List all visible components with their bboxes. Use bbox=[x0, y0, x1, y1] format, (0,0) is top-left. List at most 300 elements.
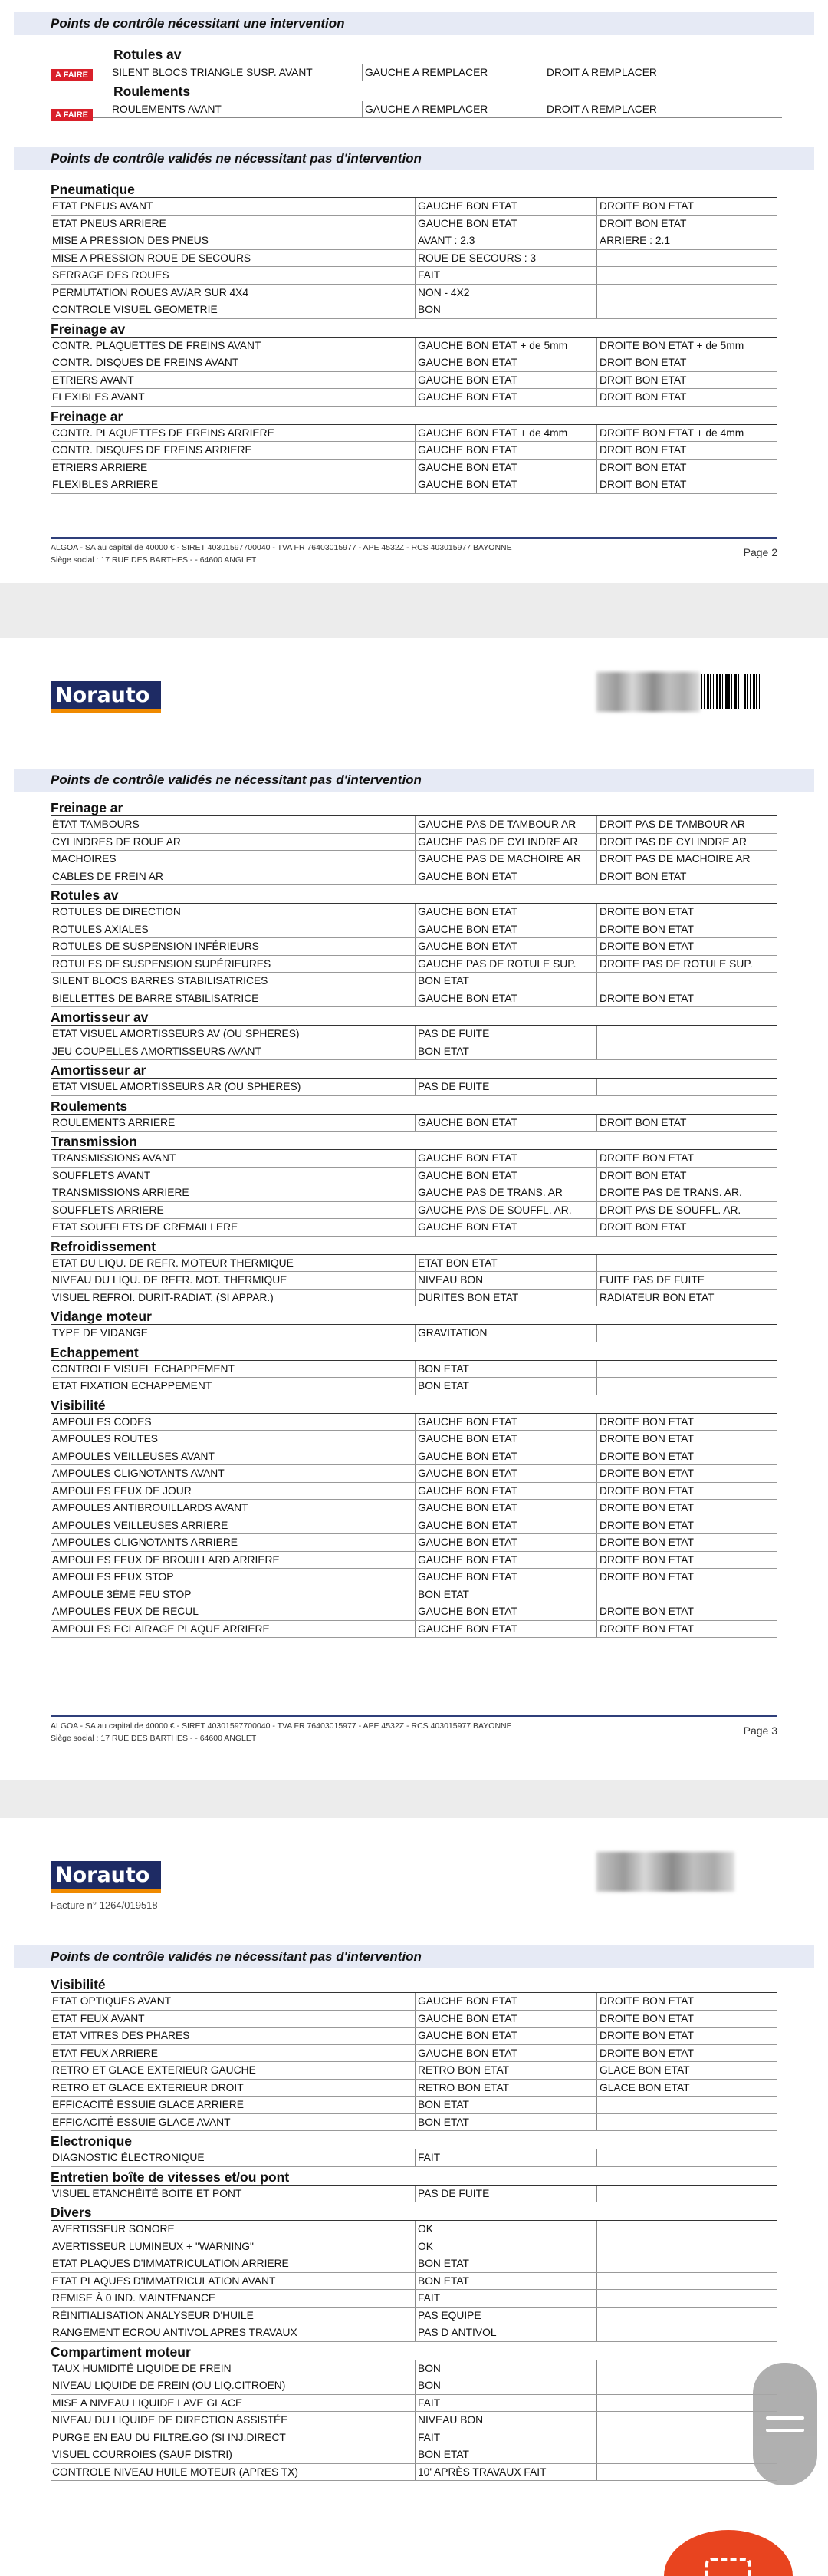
left-status: PAS D ANTIVOL bbox=[415, 2324, 596, 2341]
right-status: GLACE BON ETAT bbox=[596, 2080, 777, 2097]
right-status: DROIT BON ETAT bbox=[596, 1168, 777, 1184]
category-title: Freinage av bbox=[51, 319, 777, 338]
page-number: Page 2 bbox=[743, 546, 777, 558]
intervention-section-header bbox=[14, 12, 814, 35]
check-item: REMISE À 0 IND. MAINTENANCE bbox=[52, 2292, 216, 2304]
table-row bbox=[51, 904, 777, 921]
left-status: PAS EQUIPE bbox=[415, 2308, 596, 2324]
left-status: GAUCHE PAS DE MACHOIRE AR bbox=[415, 851, 596, 868]
right-status: DROIT BON ETAT bbox=[596, 389, 777, 406]
table-row bbox=[51, 1500, 777, 1517]
check-item: ETRIERS AVANT bbox=[52, 374, 134, 386]
right-status bbox=[596, 1255, 777, 1272]
check-item: CONTROLE NIVEAU HUILE MOTEUR (APRES TX) bbox=[52, 2466, 298, 2478]
right-status bbox=[596, 1361, 777, 1378]
check-item: ETRIERS ARRIERE bbox=[52, 461, 148, 473]
right-status: DROITE BON ETAT bbox=[596, 938, 777, 955]
right-status: DROIT BON ETAT bbox=[596, 476, 777, 493]
right-status: DROITE BON ETAT bbox=[596, 1534, 777, 1551]
intervention-group bbox=[0, 44, 828, 118]
check-item: MISE A PRESSION DES PNEUS bbox=[52, 235, 209, 246]
table-row bbox=[51, 973, 777, 990]
left-status: FAIT bbox=[415, 267, 596, 284]
right-status: DROITE BON ETAT bbox=[596, 1569, 777, 1586]
valides-table bbox=[51, 180, 777, 494]
section-title: Points de contrôle validés ne nécessitant pas d'intervention bbox=[51, 772, 422, 787]
check-item: RETRO ET GLACE EXTERIEUR GAUCHE bbox=[52, 2064, 256, 2076]
right-status: DROIT BON ETAT bbox=[596, 1219, 777, 1236]
check-item: NIVEAU LIQUIDE DE FREIN (OU LIQ.CITROEN) bbox=[52, 2380, 286, 2391]
check-item: FLEXIBLES AVANT bbox=[52, 391, 145, 403]
check-item: ETAT VISUEL AMORTISSEURS AR (OU SPHERES) bbox=[52, 1081, 301, 1092]
left-status: BON bbox=[415, 2360, 596, 2377]
table-row bbox=[51, 250, 777, 268]
right-status bbox=[596, 2290, 777, 2307]
check-item: AMPOULES FEUX DE RECUL bbox=[52, 1606, 199, 1617]
left-status: GAUCHE BON ETAT bbox=[415, 354, 596, 371]
left-status: NIVEAU BON bbox=[415, 2412, 596, 2429]
left-status: NIVEAU BON bbox=[415, 1272, 596, 1289]
right-status bbox=[596, 973, 777, 990]
table-row bbox=[51, 2255, 777, 2273]
left-status: 10' APRÈS TRAVAUX FAIT bbox=[415, 2464, 596, 2481]
right-status: DROIT BON ETAT bbox=[596, 354, 777, 371]
check-item: VISUEL COURROIES (SAUF DISTRI) bbox=[52, 2449, 232, 2460]
left-status: GAUCHE BON ETAT bbox=[415, 476, 596, 493]
category-title: Visibilité bbox=[51, 1395, 777, 1414]
check-item: CONTR. DISQUES DE FREINS AVANT bbox=[52, 357, 239, 368]
table-row bbox=[51, 1026, 777, 1043]
left-status: GAUCHE BON ETAT bbox=[415, 2011, 596, 2028]
right-status bbox=[596, 2186, 777, 2202]
right-status bbox=[596, 2255, 777, 2272]
right-status bbox=[596, 1325, 777, 1342]
check-item: NIVEAU DU LIQUIDE DE DIRECTION ASSISTÉE bbox=[52, 2414, 288, 2426]
left-status: OK bbox=[415, 2221, 596, 2238]
category-title: Compartiment moteur bbox=[51, 2342, 777, 2360]
check-item: AMPOULES VEILLEUSES ARRIERE bbox=[52, 1519, 228, 1531]
table-row bbox=[51, 851, 777, 868]
left-status: RETRO BON ETAT bbox=[415, 2080, 596, 2097]
right-status: DROITE BON ETAT bbox=[596, 1621, 777, 1638]
category-title: Entretien boîte de vitesses et/ou pont bbox=[51, 2167, 777, 2186]
check-item: VISUEL ETANCHÉITÉ BOITE ET PONT bbox=[52, 2187, 242, 2199]
left-status: GAUCHE BON ETAT bbox=[415, 198, 596, 215]
table-row bbox=[51, 1325, 777, 1342]
redacted-info bbox=[596, 1852, 734, 1892]
table-row bbox=[51, 285, 777, 302]
check-item: AVERTISSEUR SONORE bbox=[52, 2223, 175, 2235]
right-status bbox=[596, 2324, 777, 2341]
footer-address: Siège social : 17 RUE DES BARTHES - - 64600 ANGLET bbox=[51, 1734, 257, 1743]
table-row bbox=[51, 2011, 777, 2028]
check-item: MISE A NIVEAU LIQUIDE LAVE GLACE bbox=[52, 2396, 243, 2409]
table-row bbox=[51, 2186, 777, 2203]
right-status: DROITE BON ETAT bbox=[596, 1483, 777, 1500]
check-item: SILENT BLOCS BARRES STABILISATRICES bbox=[52, 975, 268, 987]
left-status: GRAVITATION bbox=[415, 1325, 596, 1342]
table-row bbox=[51, 216, 777, 233]
check-item: VISUEL REFROI. DURIT-RADIAT. (SI APPAR.) bbox=[52, 1291, 274, 1303]
footer-address: Siège social : 17 RUE DES BARTHES - - 64600 ANGLET bbox=[51, 555, 257, 565]
section-title: Points de contrôle validés ne nécessitant pas d'intervention bbox=[51, 151, 422, 166]
check-item: ETAT FIXATION ECHAPPEMENT bbox=[52, 1380, 212, 1392]
right-status: DROITE BON ETAT + de 4mm bbox=[596, 425, 777, 442]
left-status: GAUCHE BON ETAT + de 4mm bbox=[415, 425, 596, 442]
left-status: PAS DE FUITE bbox=[415, 1026, 596, 1043]
table-row bbox=[51, 1586, 777, 1604]
check-item: ETAT FEUX ARRIERE bbox=[52, 2047, 158, 2059]
valides-section-header bbox=[14, 1945, 814, 1968]
check-item: MACHOIRES bbox=[52, 853, 117, 865]
check-item: ROULEMENTS ARRIERE bbox=[52, 1116, 176, 1128]
table-row bbox=[51, 1043, 777, 1061]
table-row bbox=[51, 990, 777, 1008]
right-status: DROIT PAS DE MACHOIRE AR bbox=[596, 851, 777, 868]
valides-table bbox=[51, 798, 777, 1638]
left-status: GAUCHE BON ETAT bbox=[415, 1517, 596, 1534]
report-page-4 bbox=[0, 1818, 828, 2576]
report-page-3 bbox=[0, 638, 828, 1780]
table-row bbox=[51, 834, 777, 852]
left-status: GAUCHE BON ETAT bbox=[415, 442, 596, 459]
right-status: DROITE BON ETAT bbox=[596, 1500, 777, 1517]
check-item: SOUFFLETS ARRIERE bbox=[52, 1204, 164, 1216]
left-status: FAIT bbox=[415, 2149, 596, 2166]
left-status: BON bbox=[415, 301, 596, 318]
left-status: GAUCHE PAS DE ROTULE SUP. bbox=[415, 956, 596, 973]
table-row bbox=[51, 1448, 777, 1466]
right-status: DROIT BON ETAT bbox=[596, 216, 777, 232]
table-row bbox=[51, 2429, 777, 2447]
category-title: Electronique bbox=[51, 2131, 777, 2149]
check-item: CONTROLE VISUEL GEOMETRIE bbox=[52, 304, 218, 315]
table-row bbox=[51, 1115, 777, 1132]
left-status: GAUCHE BON ETAT bbox=[415, 460, 596, 476]
left-status: BON ETAT bbox=[415, 2273, 596, 2290]
right-status: DROITE BON ETAT bbox=[596, 198, 777, 215]
right-status bbox=[596, 2377, 777, 2394]
table-row bbox=[51, 389, 777, 407]
right-status bbox=[596, 2429, 777, 2446]
right-status: DROIT BON ETAT bbox=[596, 1115, 777, 1132]
table-row bbox=[51, 816, 777, 834]
right-status bbox=[596, 2097, 777, 2113]
section-title: Points de contrôle validés ne nécessitant pas d'intervention bbox=[51, 1949, 422, 1964]
valides-section-header bbox=[14, 769, 814, 792]
check-item: SERRAGE DES ROUES bbox=[52, 269, 169, 281]
check-item: RÉINITIALISATION ANALYSEUR D'HUILE bbox=[52, 2309, 254, 2321]
check-item: AMPOULES VEILLEUSES AVANT bbox=[52, 1450, 215, 1462]
left-status: GAUCHE BON ETAT bbox=[415, 372, 596, 389]
table-row bbox=[51, 1079, 777, 1096]
check-item: RANGEMENT ECROU ANTIVOL APRES TRAVAUX bbox=[52, 2327, 297, 2338]
right-status: DROIT BON ETAT bbox=[596, 460, 777, 476]
check-item: ETAT PLAQUES D'IMMATRICULATION AVANT bbox=[52, 2275, 276, 2287]
left-status: GAUCHE BON ETAT bbox=[415, 1534, 596, 1551]
check-item: AMPOULES CLIGNOTANTS ARRIERE bbox=[52, 1537, 238, 1548]
table-row bbox=[51, 2028, 777, 2045]
left-status: FAIT bbox=[415, 2290, 596, 2307]
check-item: CONTROLE VISUEL ECHAPPEMENT bbox=[52, 1362, 235, 1375]
table-row bbox=[51, 476, 777, 494]
table-row bbox=[51, 1552, 777, 1570]
table-row bbox=[51, 338, 777, 355]
check-item: AMPOULES FEUX DE JOUR bbox=[52, 1484, 192, 1497]
redacted-info bbox=[596, 672, 700, 712]
table-row bbox=[51, 1219, 777, 1237]
right-status bbox=[596, 1378, 777, 1395]
check-item: AMPOULES CODES bbox=[52, 1415, 152, 1428]
right-status: DROIT PAS DE TAMBOUR AR bbox=[596, 816, 777, 833]
left-status: BON ETAT bbox=[415, 2255, 596, 2272]
check-item: JEU COUPELLES AMORTISSEURS AVANT bbox=[52, 1045, 261, 1057]
valides-section-header bbox=[14, 147, 814, 170]
left-status: FAIT bbox=[415, 2429, 596, 2446]
check-item: CONTR. PLAQUETTES DE FREINS AVANT bbox=[52, 339, 261, 351]
left-status: BON ETAT bbox=[415, 1586, 596, 1603]
left-status: PAS DE FUITE bbox=[415, 2186, 596, 2202]
right-status: DROITE BON ETAT bbox=[596, 1150, 777, 1167]
table-row bbox=[51, 1168, 777, 1185]
left-status: FAIT bbox=[415, 2395, 596, 2412]
left-status: DURITES BON ETAT bbox=[415, 1290, 596, 1306]
check-item: ROTULES DE SUSPENSION SUPÉRIEURES bbox=[52, 957, 271, 970]
table-row bbox=[51, 2412, 777, 2429]
table-row bbox=[51, 2062, 777, 2080]
left-status: GAUCHE BON ETAT bbox=[415, 1603, 596, 1620]
check-item: BIELLETTES DE BARRE STABILISATRICE bbox=[52, 992, 259, 1004]
left-status: GAUCHE BON ETAT bbox=[415, 1115, 596, 1132]
check-item: ETAT VISUEL AMORTISSEURS AV (OU SPHERES) bbox=[52, 1028, 300, 1039]
left-status: NON - 4X2 bbox=[415, 285, 596, 301]
check-item: ÉTAT TAMBOURS bbox=[52, 819, 140, 830]
table-row bbox=[51, 956, 777, 973]
check-item: ROTULES DE SUSPENSION INFÉRIEURS bbox=[52, 940, 259, 952]
table-row bbox=[51, 1414, 777, 1431]
table-row bbox=[51, 460, 777, 477]
right-status: DROIT BON ETAT bbox=[596, 372, 777, 389]
left-status: OK bbox=[415, 2238, 596, 2255]
valides-table bbox=[51, 1975, 777, 2481]
table-row bbox=[51, 1534, 777, 1552]
menu-icon[interactable] bbox=[753, 2363, 817, 2485]
left-status: ETAT BON ETAT bbox=[415, 1255, 596, 1272]
left-status: GAUCHE BON ETAT bbox=[415, 1414, 596, 1431]
check-item: CONTR. PLAQUETTES DE FREINS ARRIERE bbox=[52, 427, 274, 439]
check-item: ETAT SOUFFLETS DE CREMAILLERE bbox=[52, 1221, 238, 1233]
category-title: Transmission bbox=[51, 1132, 777, 1150]
category-title: Freinage ar bbox=[51, 407, 777, 425]
left-status: GAUCHE BON ETAT bbox=[415, 1993, 596, 2010]
page-number: Page 3 bbox=[743, 1724, 777, 1737]
left-status: GAUCHE BON ETAT bbox=[415, 1168, 596, 1184]
table-row bbox=[51, 2464, 777, 2482]
table-row bbox=[51, 2324, 777, 2342]
right-status bbox=[596, 2273, 777, 2290]
left-status: GAUCHE PAS DE TRANS. AR bbox=[415, 1184, 596, 1201]
table-row bbox=[51, 2395, 777, 2413]
report-page-2 bbox=[0, 0, 828, 583]
footer-company: ALGOA - SA au capital de 40000 € - SIRET 40301597700040 - TVA FR 76403015977 - APE 4532Z - RCS 403015977 BAYONNE bbox=[51, 1721, 512, 1731]
category-title: Rotules av bbox=[113, 47, 182, 62]
table-row bbox=[51, 2360, 777, 2378]
right-status: DROITE BON ETAT bbox=[596, 904, 777, 921]
table-row bbox=[51, 1483, 777, 1500]
right-status bbox=[596, 2395, 777, 2412]
right-status: DROITE BON ETAT bbox=[596, 2011, 777, 2028]
invoice-number: Facture n° 1264/019518 bbox=[51, 1899, 158, 1911]
category-title: Rotules av bbox=[51, 885, 777, 904]
table-row bbox=[51, 1272, 777, 1290]
category-title: Amortisseur ar bbox=[51, 1060, 777, 1079]
right-status bbox=[596, 2149, 777, 2166]
right-status: DROITE BON ETAT bbox=[596, 921, 777, 938]
left-status: GAUCHE BON ETAT bbox=[415, 1621, 596, 1638]
right-status bbox=[596, 301, 777, 318]
right-status: DROITE BON ETAT bbox=[596, 1431, 777, 1448]
check-item: CABLES DE FREIN AR bbox=[52, 870, 163, 882]
right-status bbox=[596, 2308, 777, 2324]
table-row bbox=[51, 2080, 777, 2097]
table-row bbox=[51, 354, 777, 372]
check-item: EFFICACITÉ ESSUIE GLACE ARRIERE bbox=[52, 2099, 244, 2110]
table-row bbox=[51, 1621, 777, 1639]
table-row bbox=[51, 1378, 777, 1395]
left-status: GAUCHE BON ETAT bbox=[415, 1569, 596, 1586]
check-item: CYLINDRES DE ROUE AR bbox=[52, 835, 181, 848]
right-status: ARRIERE : 2.1 bbox=[596, 232, 777, 249]
a-faire-badge: A FAIRE bbox=[51, 109, 93, 121]
table-row bbox=[51, 198, 777, 216]
left-status: BON ETAT bbox=[415, 2097, 596, 2113]
right-status bbox=[596, 285, 777, 301]
table-row bbox=[51, 2238, 777, 2256]
right-status: DROITE BON ETAT bbox=[596, 1552, 777, 1569]
check-item: AMPOULE 3ÈME FEU STOP bbox=[52, 1588, 192, 1600]
page-footer bbox=[51, 1717, 777, 1744]
right-status: DROITE BON ETAT bbox=[596, 1465, 777, 1482]
check-item: CONTR. DISQUES DE FREINS ARRIERE bbox=[52, 444, 252, 456]
table-row bbox=[51, 1569, 777, 1586]
table-row bbox=[51, 1361, 777, 1379]
left-status: GAUCHE BON ETAT bbox=[415, 904, 596, 921]
table-row bbox=[51, 2097, 777, 2114]
left-status: BON ETAT bbox=[415, 973, 596, 990]
right-status bbox=[596, 2114, 777, 2131]
check-item: AMPOULES FEUX STOP bbox=[52, 1571, 174, 1583]
check-item: ETAT OPTIQUES AVANT bbox=[52, 1995, 172, 2007]
check-item: TRANSMISSIONS ARRIERE bbox=[52, 1187, 189, 1198]
check-item: AMPOULES ECLAIRAGE PLAQUE ARRIERE bbox=[52, 1622, 270, 1635]
check-item: PERMUTATION ROUES AV/AR SUR 4X4 bbox=[52, 286, 249, 298]
left-status: BON ETAT bbox=[415, 1043, 596, 1060]
category-title: Pneumatique bbox=[51, 180, 777, 198]
right-status bbox=[596, 2412, 777, 2429]
right-status: FUITE PAS DE FUITE bbox=[596, 1272, 777, 1289]
right-status: DROIT PAS DE SOUFFL. AR. bbox=[596, 1202, 777, 1219]
left-status: BON bbox=[415, 2377, 596, 2394]
table-row bbox=[51, 1184, 777, 1202]
table-row bbox=[51, 442, 777, 460]
table-row bbox=[51, 232, 777, 250]
check-item: EFFICACITÉ ESSUIE GLACE AVANT bbox=[52, 2116, 231, 2128]
right-status bbox=[596, 1026, 777, 1043]
right-status: DROIT BON ETAT bbox=[596, 868, 777, 885]
left-status: BON ETAT bbox=[415, 1361, 596, 1378]
intervention-row: SILENT BLOCS TRIANGLE SUSP. AVANT GAUCHE A REMPLACER DROIT A REMPLACER bbox=[51, 64, 782, 81]
category-title: Echappement bbox=[51, 1342, 777, 1361]
check-item: ETAT PNEUS AVANT bbox=[52, 200, 153, 212]
right-status: DROITE BON ETAT bbox=[596, 1414, 777, 1431]
left-status: GAUCHE BON ETAT bbox=[415, 2028, 596, 2044]
table-row bbox=[51, 2114, 777, 2132]
left-status: AVANT : 2.3 bbox=[415, 232, 596, 249]
right-status: DROITE BON ETAT bbox=[596, 990, 777, 1007]
table-row bbox=[51, 1255, 777, 1273]
check-item: ROTULES DE DIRECTION bbox=[52, 906, 181, 917]
table-row bbox=[51, 2149, 777, 2167]
right-status: DROITE BON ETAT bbox=[596, 1448, 777, 1465]
category-title: Visibilité bbox=[51, 1975, 777, 1993]
category-title: Amortisseur av bbox=[51, 1007, 777, 1026]
table-row bbox=[51, 2446, 777, 2464]
check-item: ROTULES AXIALES bbox=[52, 923, 149, 935]
right-status bbox=[596, 2464, 777, 2481]
category-title: Roulements bbox=[51, 1096, 777, 1115]
table-row bbox=[51, 2273, 777, 2291]
category-title: Freinage ar bbox=[51, 798, 777, 816]
table-row bbox=[51, 1431, 777, 1448]
barcode-icon bbox=[701, 674, 762, 709]
intervention-row: ROULEMENTS AVANT GAUCHE A REMPLACER DROIT A REMPLACER bbox=[51, 101, 782, 118]
right-status bbox=[596, 2238, 777, 2255]
check-item: ETAT VITRES DES PHARES bbox=[52, 2030, 190, 2041]
table-row bbox=[51, 425, 777, 443]
check-item: ETAT PNEUS ARRIERE bbox=[52, 217, 166, 229]
check-item: AMPOULES ANTIBROUILLARDS AVANT bbox=[52, 1502, 248, 1514]
check-item: ETAT FEUX AVANT bbox=[52, 2012, 145, 2024]
left-status: GAUCHE BON ETAT bbox=[415, 868, 596, 885]
right-status: DROITE BON ETAT bbox=[596, 1517, 777, 1534]
page-footer bbox=[51, 539, 777, 566]
check-item: RETRO ET GLACE EXTERIEUR DROIT bbox=[52, 2081, 244, 2093]
check-item: ETAT PLAQUES D'IMMATRICULATION ARRIERE bbox=[52, 2258, 289, 2269]
right-status: DROITE PAS DE ROTULE SUP. bbox=[596, 956, 777, 973]
table-row bbox=[51, 1150, 777, 1168]
right-status: DROIT BON ETAT bbox=[596, 442, 777, 459]
check-item: AMPOULES ROUTES bbox=[52, 1433, 158, 1444]
left-status: GAUCHE BON ETAT bbox=[415, 389, 596, 406]
right-status bbox=[596, 250, 777, 267]
check-item: MISE A PRESSION ROUE DE SECOURS bbox=[52, 252, 251, 264]
table-row bbox=[51, 2308, 777, 2325]
right-status bbox=[596, 1079, 777, 1095]
category-title: Vidange moteur bbox=[51, 1306, 777, 1325]
a-faire-badge: A FAIRE bbox=[51, 69, 93, 81]
table-row bbox=[51, 2377, 777, 2395]
table-row bbox=[51, 1290, 777, 1307]
left-status: ROUE DE SECOURS : 3 bbox=[415, 250, 596, 267]
right-status: DROITE BON ETAT bbox=[596, 2028, 777, 2044]
left-status: GAUCHE BON ETAT bbox=[415, 1465, 596, 1482]
check-item: PURGE EN EAU DU FILTRE.GO (SI INJ.DIRECT bbox=[52, 2431, 286, 2443]
table-row bbox=[51, 868, 777, 886]
check-item: AVERTISSEUR LUMINEUX + "WARNING" bbox=[52, 2240, 254, 2252]
left-status: GAUCHE BON ETAT bbox=[415, 1431, 596, 1448]
section-title: Points de contrôle nécessitant une intervention bbox=[51, 16, 345, 31]
right-status bbox=[596, 267, 777, 284]
